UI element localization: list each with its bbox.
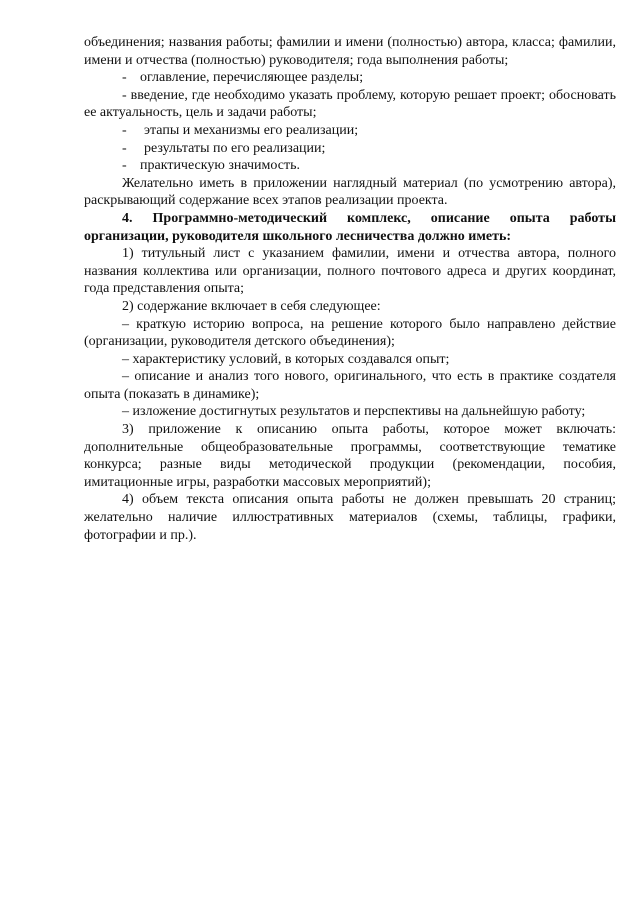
paragraph-appendix: Желательно иметь в приложении наглядный материал (по усмотрению автора), раскрывающий содержание всех этапов реализации проекта. xyxy=(84,175,616,209)
list-dash: - xyxy=(122,122,127,138)
document-page xyxy=(84,34,616,544)
requirement-subitem: – изложение достигнутых результатов и перспективы на дальнейшую работу; xyxy=(122,404,586,420)
list-item-text: этапы и механизмы его реализации; xyxy=(144,122,359,138)
requirement-subitem: – описание и анализ того нового, оригинального, что есть в практике создателя опыта (показать в динамике); xyxy=(84,369,616,402)
requirement-item-2: 2) содержание включает в себя следующее: xyxy=(122,298,381,314)
requirement-item-1: 1) титульный лист с указанием фамилии, имени и отчества автора, полного названия коллектива или организации, полного почтового адреса и других координат, года представления опыта; xyxy=(84,246,616,297)
requirement-subitem: – краткую историю вопроса, на решение которого было направлено действие (организации, руководителя детского объединения); xyxy=(84,316,616,350)
list-item-text: результаты по его реализации; xyxy=(144,140,326,156)
paragraph-intro: объединения; названия работы; фамилии и имени (полностью) автора, класса; фамилии, имени и отчества (полностью) руководителя; года выполнения работы; xyxy=(84,35,616,68)
section-4-heading: 4. Программно-методический комплекс, описание опыта работы организации, руководителя школьного лесничества должно иметь: xyxy=(84,210,616,244)
list-item xyxy=(84,140,616,158)
list-item-text: оглавление, перечисляющее разделы; xyxy=(140,70,364,86)
requirement-subitem: – характеристику условий, в которых создавался опыт; xyxy=(122,351,450,367)
list-item xyxy=(84,122,616,140)
list-dash: - xyxy=(122,158,127,174)
list-item-text: практическую значимость. xyxy=(140,158,300,174)
list-dash: - xyxy=(122,70,127,86)
list-item xyxy=(84,69,616,87)
requirement-item-3: 3) приложение к описанию опыта работы, которое может включать: дополнительные общеобразовательные программы, соответствующие тематике конкурса; разные виды методической продукции (рекомендации, пособия, имитационные игры, разработки массовых мероприятий); xyxy=(84,422,616,490)
list-item xyxy=(84,157,616,175)
list-dash: - xyxy=(122,140,127,156)
requirement-item-4: 4) объем текста описания опыта работы не должен превышать 20 страниц; желательно наличие иллюстративных материалов (схемы, таблицы, графики, фотографии и пр.). xyxy=(84,492,616,543)
paragraph-introduction-item: - введение, где необходимо указать проблему, которую решает проект; обосновать ее актуальность, цель и задачи работы; xyxy=(84,87,616,121)
